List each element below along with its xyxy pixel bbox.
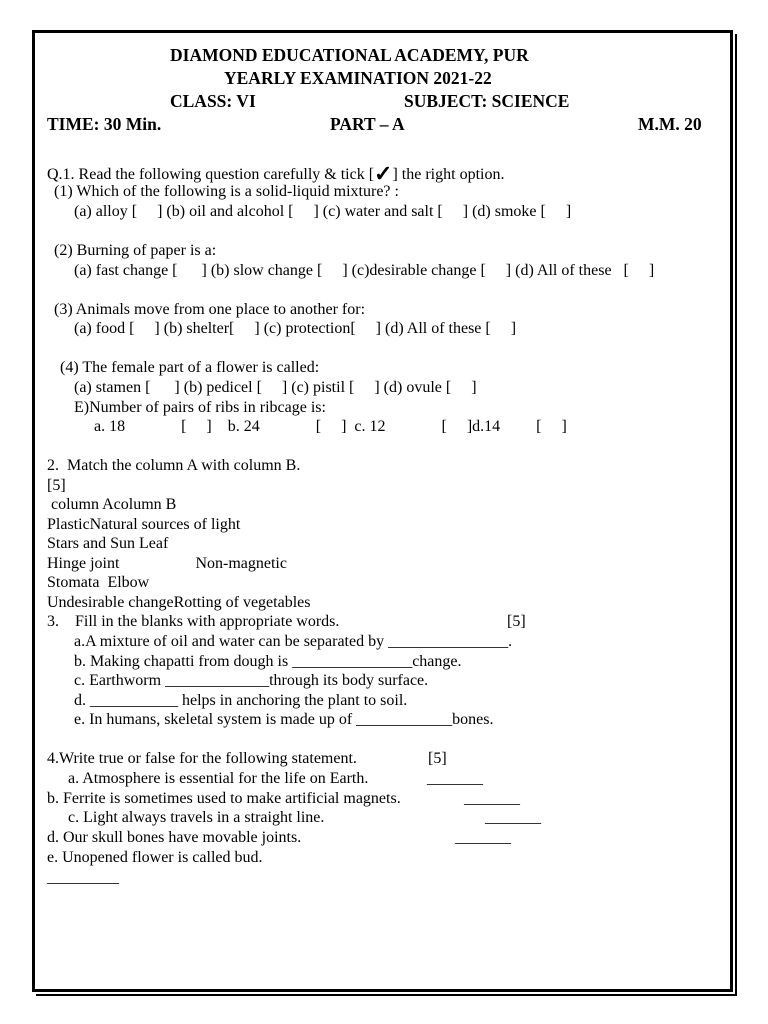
q3-item: a.A mixture of oil and water can be separated by _______________. bbox=[74, 633, 513, 650]
check-mark-icon: ✓ bbox=[374, 161, 393, 186]
q4-item-c-blank: _______ bbox=[485, 809, 541, 826]
q3-item: c. Earthworm _____________through its body surface. bbox=[74, 672, 429, 689]
q1-item-3-options: (a) food [ ] (b) shelter[ ] (c) protection[ ] (d) All of these [ ] bbox=[74, 320, 517, 337]
q2-row: Undesirable changeRotting of vegetables bbox=[47, 594, 311, 611]
school-name: DIAMOND EDUCATIONAL ACADEMY, PUR bbox=[170, 45, 529, 65]
q1-item-5-question: E)Number of pairs of ribs in ribcage is: bbox=[74, 399, 326, 416]
q4-item-a-blank: _______ bbox=[427, 770, 483, 787]
q2-prompt: 2. Match the column A with column B. bbox=[47, 457, 301, 474]
q1-item-5-options: a. 18 [ ] b. 24 [ ] c. 12 [ ]d.14 [ ] bbox=[94, 418, 567, 435]
q4-trailing-blank: _________ bbox=[47, 869, 119, 886]
q4-item-d: d. Our skull bones have movable joints. bbox=[47, 829, 302, 846]
q1-item-4-options: (a) stamen [ ] (b) pedicel [ ] (c) pistil [ ] (d) ovule [ ] bbox=[74, 379, 477, 396]
q4-item-a: a. Atmosphere is essential for the life on Earth. bbox=[68, 770, 369, 787]
q4-marks: [5] bbox=[428, 750, 447, 767]
q4-prompt: 4.Write true or false for the following statement. bbox=[47, 750, 357, 767]
q2-column-headers: column Acolumn B bbox=[47, 496, 177, 513]
q3-item: e. In humans, skeletal system is made up of ____________bones. bbox=[74, 711, 494, 728]
q4-item-c: c. Light always travels in a straight line. bbox=[68, 809, 325, 826]
part-label: PART – A bbox=[330, 114, 405, 134]
class-label: CLASS: VI bbox=[170, 91, 256, 111]
q4-item-b-blank: _______ bbox=[464, 790, 520, 807]
q4-item-e: e. Unopened flower is called bud. bbox=[47, 849, 263, 866]
q3-marks: [5] bbox=[507, 613, 526, 630]
q2-row: Stars and Sun Leaf bbox=[47, 535, 169, 552]
q3-item: d. ___________ helps in anchoring the plant to soil. bbox=[74, 692, 408, 709]
q1-item-2-options: (a) fast change [ ] (b) slow change [ ] (c)desirable change [ ] (d) All of these [ ] bbox=[74, 262, 655, 279]
q2-row: Stomata Elbow bbox=[47, 574, 150, 591]
q4-item-b: b. Ferrite is sometimes used to make artificial magnets. bbox=[47, 790, 401, 807]
q1-item-3-question: (3) Animals move from one place to another for: bbox=[54, 301, 366, 318]
marks-label: M.M. 20 bbox=[638, 114, 702, 134]
q2-row: Hinge joint Non-magnetic bbox=[47, 555, 287, 572]
q1-item-1-question: (1) Which of the following is a solid-liquid mixture? : bbox=[54, 183, 399, 200]
q1-item-1-options: (a) alloy [ ] (b) oil and alcohol [ ] (c) water and salt [ ] (d) smoke [ ] bbox=[74, 203, 572, 220]
q1-prompt: Q.1. Read the following question carefully & tick [✓] the right option. bbox=[47, 161, 505, 186]
subject-label: SUBJECT: SCIENCE bbox=[404, 91, 570, 111]
q2-marks: [5] bbox=[47, 477, 66, 494]
q4-item-d-blank: _______ bbox=[455, 829, 511, 846]
q1-item-4-question: (4) The female part of a flower is called: bbox=[60, 359, 320, 376]
time-label: TIME: 30 Min. bbox=[47, 114, 162, 134]
q3-item: b. Making chapatti from dough is _______________change. bbox=[74, 653, 462, 670]
q2-row: PlasticNatural sources of light bbox=[47, 516, 241, 533]
exam-title: YEARLY EXAMINATION 2021-22 bbox=[224, 68, 492, 88]
q3-prompt: 3. Fill in the blanks with appropriate words. bbox=[47, 613, 340, 630]
q1-item-2-question: (2) Burning of paper is a: bbox=[54, 242, 217, 259]
